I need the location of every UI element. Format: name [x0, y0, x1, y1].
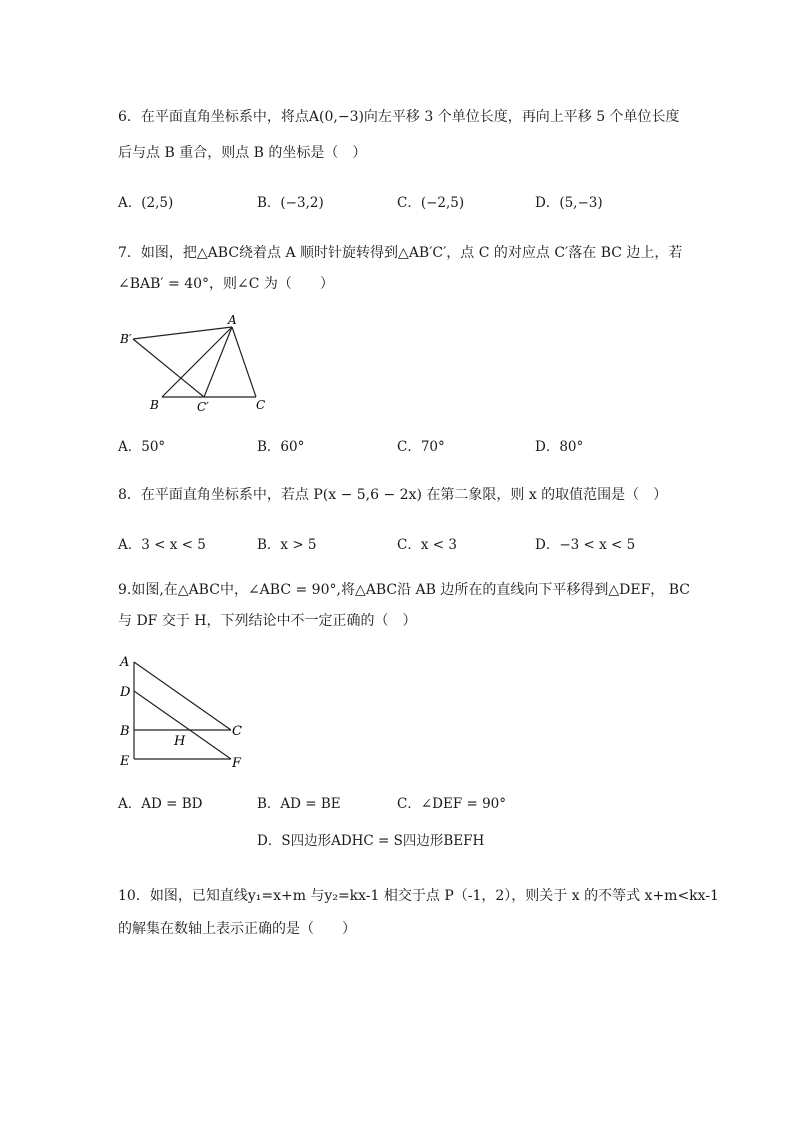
q7-label-b: B	[150, 398, 159, 412]
q9-label-f: F	[232, 756, 242, 771]
q9-label-d: D	[120, 685, 131, 700]
q9-label-a: A	[120, 655, 130, 670]
q9-translation-figure	[110, 650, 260, 775]
q6-text-line2: 后与点 B 重合，则点 B 的坐标是（ ）	[118, 145, 367, 161]
q8-option-a: A．3 < x < 5	[118, 537, 206, 553]
q6-option-d: D．(5,−3)	[535, 195, 603, 211]
q7-option-b: B．60°	[257, 439, 305, 455]
q7-segment-ac	[232, 327, 256, 397]
q7-segment-ab	[162, 327, 232, 397]
q10-text-line1: 10．如图，已知直线y₁=x+m 与y₂=kx-1 相交于点 P（-1，2），则关于 x 的不等式 x+m<kx-1	[118, 888, 719, 904]
q7-segment-b-prime-c-prime	[133, 339, 204, 397]
q9-label-c: C	[232, 724, 242, 739]
q7-option-a: A．50°	[118, 439, 166, 455]
q6-option-b: B．(−3,2)	[257, 195, 324, 211]
q8-option-c: C．x < 3	[397, 537, 457, 553]
q6-option-c: C．(−2,5)	[397, 195, 465, 211]
q9-label-h: H	[174, 734, 186, 749]
q9-label-e: E	[120, 754, 130, 769]
q6-option-a: A．(2,5)	[118, 195, 174, 211]
q7-label-b-prime: B′	[120, 332, 132, 346]
q6-text-line1: 6．在平面直角坐标系中，将点A(0,−3)向左平移 3 个单位长度，再向上平移 5 个单位长度	[118, 109, 680, 125]
q9-label-b: B	[120, 724, 130, 739]
q8-option-b: B．x > 5	[257, 537, 317, 553]
q9-option-b: B．AD = BE	[257, 796, 341, 812]
q7-label-a: A	[228, 313, 237, 327]
q9-option-a: A．AD = BD	[118, 796, 203, 812]
q9-text-line1: 9.如图,在△ABC中，∠ABC = 90°,将△ABC沿 AB 边所在的直线向下平移得到△DEF， BC	[118, 582, 691, 598]
q7-option-d: D．80°	[535, 439, 584, 455]
q10-text-line2: 的解集在数轴上表示正确的是（ ）	[118, 921, 356, 937]
q8-text-line1: 8．在平面直角坐标系中，若点 P(x − 5,6 − 2x) 在第二象限，则 x 的取值范围是（ ）	[118, 487, 668, 503]
q8-option-d: D．−3 < x < 5	[535, 537, 636, 553]
q9-option-d: D．S四边形ADHC = S四边形BEFH	[257, 833, 485, 849]
q9-text-line2: 与 DF 交于 H，下列结论中不一定正确的（ ）	[118, 613, 417, 629]
q9-segment-ac	[134, 662, 231, 730]
q9-option-c: C．∠DEF = 90°	[397, 796, 507, 812]
q7-option-c: C．70°	[397, 439, 445, 455]
q7-text-line1: 7．如图，把△ABC绕着点 A 顺时针旋转得到△AB′C′，点 C 的对应点 C′落在 BC 边上，若	[118, 245, 683, 261]
q7-text-line2: ∠BAB′ = 40°，则∠C 为（ ）	[118, 276, 334, 292]
q7-segment-b-prime-a	[133, 327, 232, 339]
q7-label-c-prime: C′	[197, 400, 209, 414]
q7-label-c: C	[256, 398, 266, 412]
q7-rotation-figure	[110, 310, 280, 420]
q7-segment-ac-prime	[204, 327, 232, 397]
